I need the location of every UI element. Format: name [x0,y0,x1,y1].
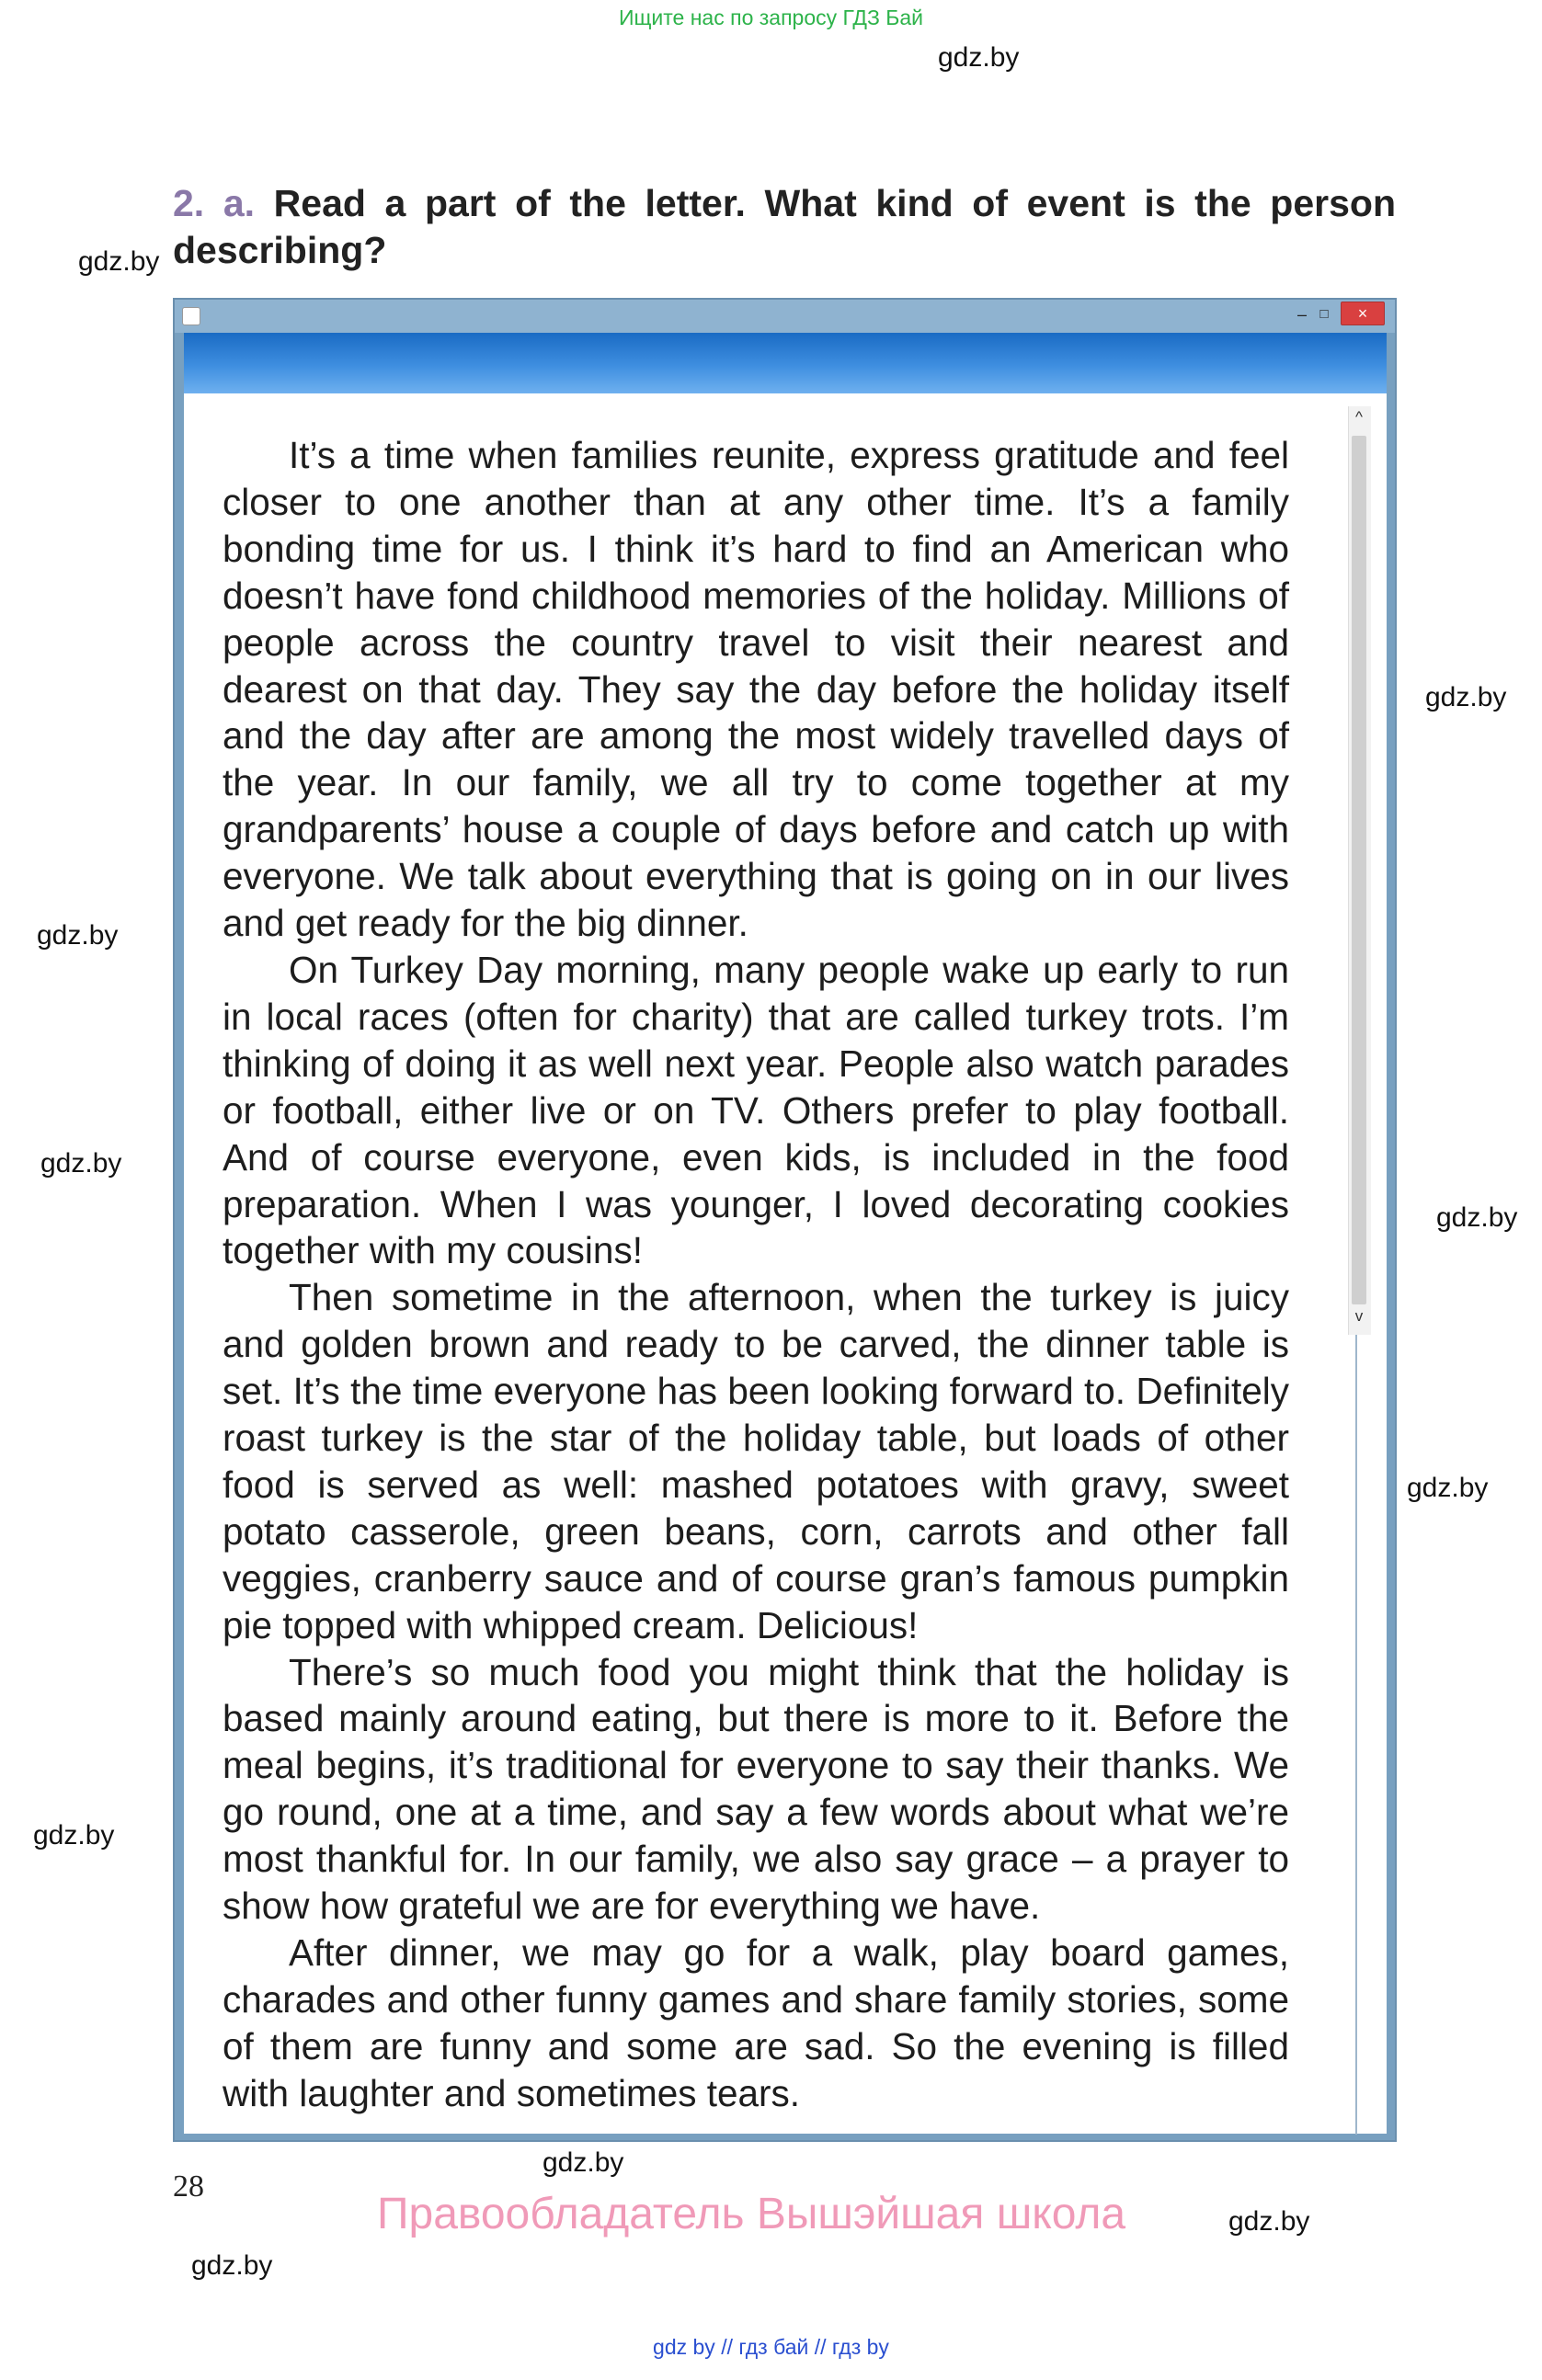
watermark: gdz.by [78,246,160,277]
watermark: gdz.by [33,1820,115,1850]
letter-body [223,432,1289,2117]
copyright-notice: Правообладатель Вышэйшая школа [377,2190,1126,2238]
letter-paragraph: On Turkey Day morning, many people wake up early to run in local races (often for charity) that are called turkey trots. I’m thinking of doing it as well next year. People also watch parades or football, either live or on TV. Others prefer to play football. And of course everyone, even kids, is included in the food preparation. When I was younger, I loved decorating cookies together with my cousins! [223,948,1289,1272]
search-hint-link[interactable]: Ищите нас по запросу ГДЗ Бай [618,6,924,29]
watermark: gdz.by [1407,1473,1489,1503]
scrollbar-line [1355,1335,1357,2135]
watermark: gdz.by [1436,1202,1518,1233]
letter-paragraph: There’s so much food you might think that the holiday is based mainly around eating, but there is more to it. Before the meal begins, it’s traditional for everyone to say their thanks. We go round, one at a time, and say a few words about what we’re most thankful for. In our family, we also say grace – a prayer to show how grateful we are for everything we have. [223,1650,1289,1928]
page-number: 28 [173,2169,204,2203]
letter-paragraph: Then sometime in the afternoon, when the turkey is juicy and golden brown and ready to be carved, the dinner table is set. It’s the time everyone has been looking forward to. Definitely roast turkey is the star of the holiday table, but loads of other food is served as well: mashed potatoes with gravy, sweet potato casserole, green beans, corn, carrots and other fall veggies, cranberry sauce and of course gran’s famous pumpkin pie topped with whipped cream. Delicious! [223,1276,1289,1646]
scrollbar-thumb[interactable] [1352,436,1366,1304]
watermark: gdz.by [40,1148,122,1179]
watermark: gdz.by [191,2250,273,2281]
task-heading [173,180,1396,226]
window-header-band [184,333,1387,393]
bottom-links[interactable]: gdz by // гдз бай // гдз by [653,2335,889,2359]
task-heading-line2: describing? [173,229,387,271]
minimize-button[interactable]: – [1296,305,1307,324]
letter-paragraph: It’s a time when families reunite, express gratitude and feel closer to one another than at any other time. It’s a family bonding time for us. I think it’s hard to find an American who doesn’t have fond childhood memories of the holiday. Millions of people across the country travel to visit their nearest and dearest on that day. They say the day before the holiday itself and the day after are among the most widely travelled days of the year. In our family, we all try to come together at my grandparents’ house a couple of days before and catch up with everyone. We talk about everything that is going on in our lives and get ready for the big dinner. [223,434,1289,945]
task-number: 2. a. [173,182,256,224]
watermark: gdz.by [1228,2206,1310,2237]
window-titlebar [175,300,1395,333]
scroll-up-arrow-icon[interactable]: ^ [1355,408,1363,426]
watermark: gdz.by [543,2147,624,2178]
window-checkbox[interactable] [182,307,200,325]
watermark: gdz.by [1425,682,1507,712]
maximize-button[interactable]: □ [1319,306,1329,322]
task-text: Read a part of the letter. What kind of event is the person [273,182,1397,224]
watermark: gdz.by [37,920,119,951]
watermark: gdz.by [938,42,1020,73]
close-button[interactable]: × [1341,302,1385,325]
scroll-down-arrow-icon[interactable]: v [1354,1307,1364,1325]
letter-paragraph: After dinner, we may go for a walk, play board games, charades and other funny games and share family stories, some of them are funny and some are sad. So the evening is filled with laughter and sometimes tears. [223,1931,1289,2114]
